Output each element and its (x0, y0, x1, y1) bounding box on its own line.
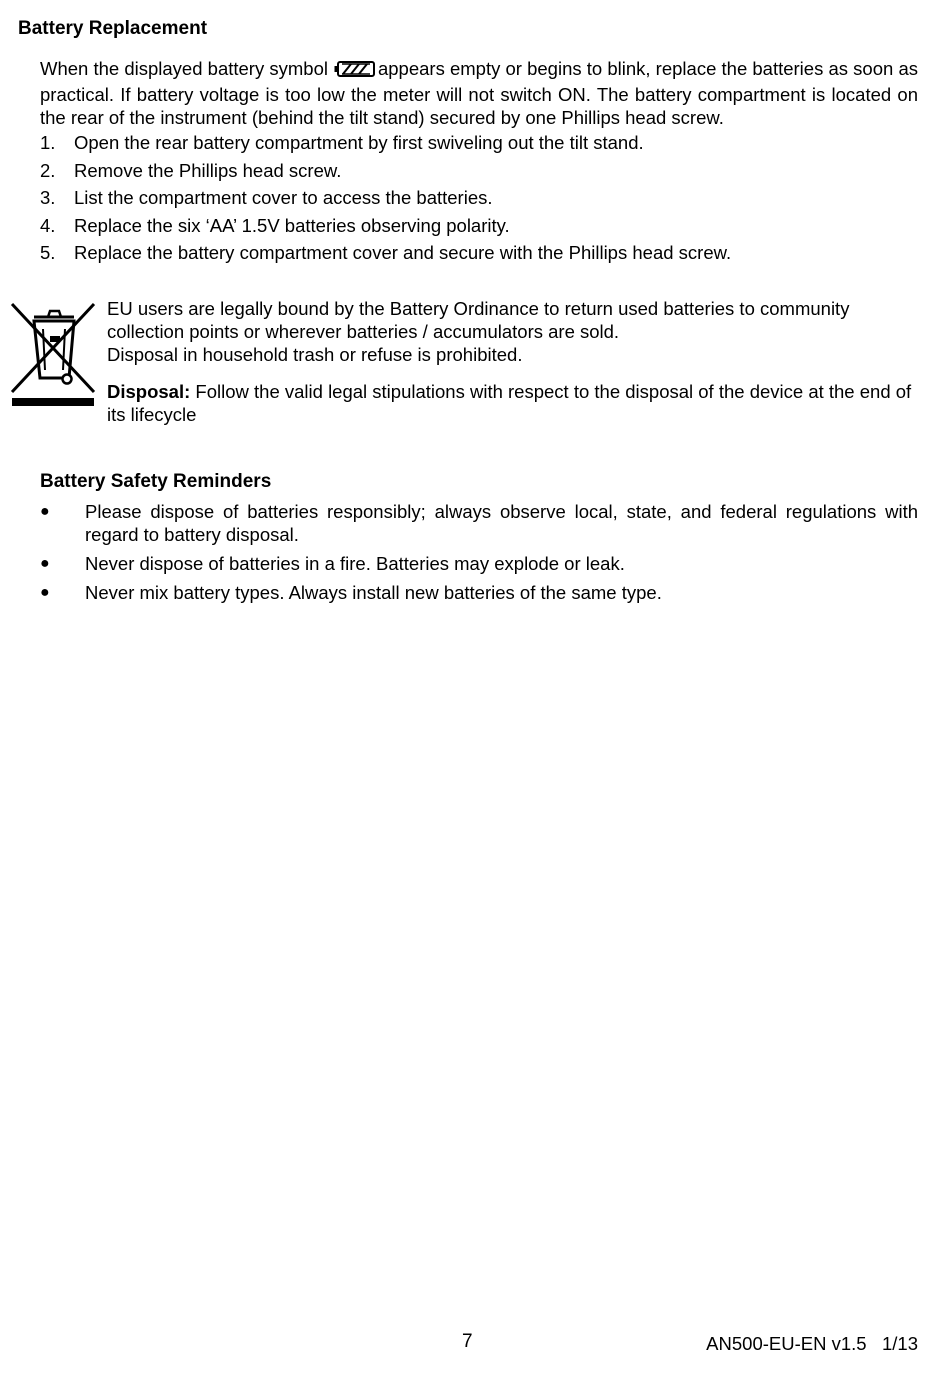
intro-text-start: When the displayed battery symbol (40, 58, 328, 79)
bullet-icon: ● (40, 555, 50, 572)
step-number: 1. (40, 132, 56, 153)
eu-battery-ordinance-text (107, 297, 919, 366)
section-heading-battery-replacement: Battery Replacement (18, 18, 208, 39)
battery-symbol-icon (334, 60, 376, 83)
step-item (40, 157, 918, 185)
list-item (40, 500, 918, 546)
list-item (40, 552, 918, 575)
step-item (40, 184, 918, 212)
household-trash-line: Disposal in household trash or refuse is prohibited. (107, 344, 523, 365)
step-item (40, 239, 918, 267)
document-id: AN500-EU-EN v1.5 1/13 (706, 1333, 918, 1354)
weee-crossed-bin-icon (10, 300, 96, 408)
step-number: 2. (40, 159, 56, 181)
bullet-text: Please dispose of batteries responsibly; always observe local, state, and federal regulations with regard to battery disposal. (85, 501, 918, 545)
step-text: Replace the battery compartment cover and secure with the Phillips head screw. (74, 242, 732, 263)
eu-ordinance-line: EU users are legally bound by the Battery Ordinance to return used batteries to community collection points or wherever batteries / accumulators are sold. (107, 298, 850, 342)
step-item (40, 212, 918, 240)
disposal-text: Follow the valid legal stipulations with respect to the disposal of the device at the end of its lifecycle (107, 381, 912, 425)
intro-text-end: appears empty or begins to blink, replace the batteries as soon as practical. If battery voltage is too low the meter will not switch ON. The battery compartment is located on the rear of the instrument (behind the tilt stand) secured by one Phillips head screw. (40, 58, 918, 128)
step-text: List the compartment cover to access the batteries. (74, 187, 493, 208)
list-item (40, 581, 918, 604)
bullet-text: Never dispose of batteries in a fire. Batteries may explode or leak. (85, 553, 625, 574)
step-text: Remove the Phillips head screw. (74, 159, 342, 181)
step-item (40, 129, 918, 157)
step-number: 4. (40, 214, 56, 236)
safety-reminders-list (40, 500, 918, 610)
disposal-label: Disposal: (107, 381, 191, 402)
replacement-steps-list (40, 129, 918, 267)
bullet-icon: ● (40, 584, 50, 601)
step-number: 5. (40, 242, 56, 263)
bullet-icon: ● (40, 503, 50, 520)
disposal-paragraph (107, 380, 919, 426)
page-number: 7 (462, 1331, 473, 1352)
bullet-text: Never mix battery types. Always install new batteries of the same type. (85, 582, 662, 603)
step-text: Replace the six ‘AA’ 1.5V batteries observing polarity. (74, 214, 510, 236)
step-number: 3. (40, 187, 56, 208)
battery-replacement-intro (40, 57, 918, 129)
section-heading-battery-safety: Battery Safety Reminders (40, 471, 272, 492)
step-text: Open the rear battery compartment by first swiveling out the tilt stand. (74, 132, 644, 153)
